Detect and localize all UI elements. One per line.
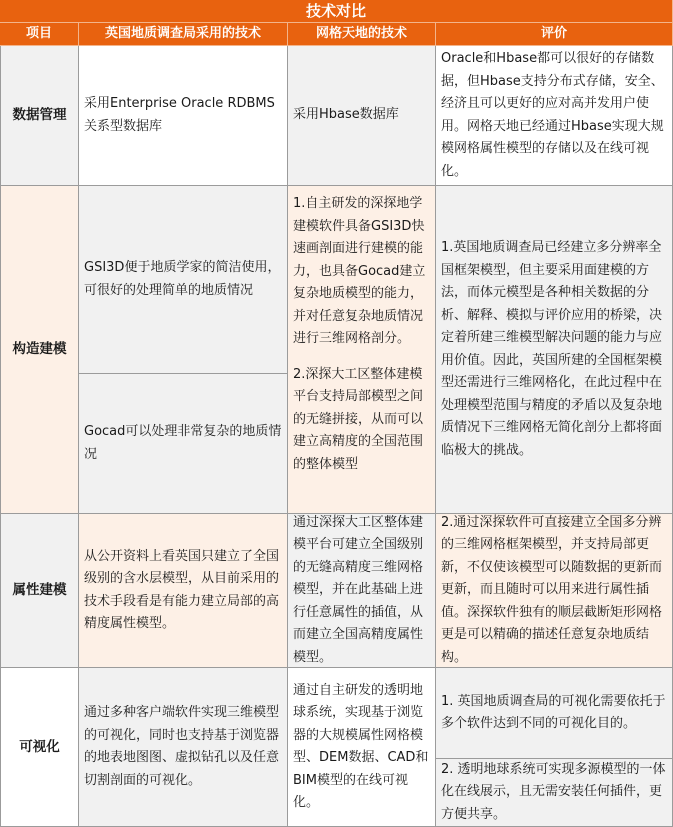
cell-attr-eval-text: 2.通过深探软件可直接建立全国多分辨的三维网格框架模型，并支持局部更新，不仅使该模型可以随数据的更新而更新，而且随时可以用来进行属性插值。深探软件独有的顺层截断矩形网格更是可以精确的描述任意复杂地质结构。 — [441, 514, 663, 665]
header-eval — [436, 23, 673, 46]
row-label-struct — [0, 186, 79, 514]
cell-attr-wgtd-text: 通过深探大工区整体建模平台可建立全国级别的无缝高精度三维网格模型，并在此基础上进行任意属性的插值，从而建立全国高精度属性模型。 — [293, 514, 424, 665]
cell-vis-eval-1-text: 1. 英国地质调查局的可视化需要依托于多个软件达到不同的可视化目的。 — [441, 693, 666, 731]
cell-data-mgmt-eval — [436, 46, 673, 186]
cell-struct-wgtd — [288, 186, 436, 514]
row-label-data-mgmt-text: 数据管理 — [12, 107, 67, 124]
cell-vis-bgs-text: 通过多种客户端软件实现三维模型的可视化，同时也支持基于浏览器的地表地图图、虚拟钻孔以及任意切割剖面的可视化。 — [84, 705, 280, 788]
row-label-attr — [0, 514, 79, 668]
cell-vis-wgtd-text: 通过自主研发的透明地球系统，实现基于浏览器的大规模属性网格模型、DEM数据、CAD和BIM模型的在线可视化。 — [293, 682, 429, 810]
cell-attr-bgs — [79, 514, 288, 668]
row-label-vis — [0, 668, 79, 827]
header-eval-text: 评价 — [540, 25, 567, 41]
cell-vis-eval-2 — [436, 759, 673, 827]
header-item — [0, 23, 79, 46]
cell-data-mgmt-eval-text: Oracle和Hbase都可以很好的存储数据，但Hbase支持分布式存储，安全、经济且可以更好的应对高并发用户使用。网格天地已经通过Hbase实现大规模网格属性模型的存储以及在线可视化。 — [441, 51, 664, 179]
cell-attr-wgtd — [288, 514, 436, 668]
cell-vis-bgs — [79, 668, 288, 827]
row-label-vis-text: 可视化 — [19, 738, 60, 755]
cell-struct-wgtd-body — [293, 193, 430, 476]
row-label-attr-text: 属性建模 — [12, 582, 67, 599]
cell-struct-bgs-1 — [79, 186, 288, 374]
cell-struct-eval — [436, 186, 673, 514]
table-title — [0, 0, 673, 23]
cell-data-mgmt-wgtd-text: 采用Hbase数据库 — [293, 107, 399, 123]
cell-struct-bgs-1-text: GSI3D便于地质学家的简洁使用，可很好的处理简单的地质情况 — [84, 260, 281, 298]
header-bgs — [79, 23, 288, 46]
cell-data-mgmt-bgs — [79, 46, 288, 186]
cell-struct-eval-text: 1.英国地质调查局已经建立多分辨率全国框架模型，但主要采用面建模的方法，而体元模型是各种相关数据的分析、解释、模拟与评价应用的桥梁，决定着所建三维模型解决问题的能力与应用价值。因此，英国所建的全国框架模型还需进行三维网格化，在此过程中在处理模型范围与精度的矛盾以及复杂地质情况下三维网格无简化剖分上都将面临极大的挑战。 — [441, 240, 663, 458]
cell-vis-eval-2-text: 2. 透明地球系统可实现多源模型的一体化在线展示，且无需安装任何插件，更方便共享。 — [441, 761, 666, 822]
cell-vis-eval-1 — [436, 668, 673, 759]
cell-data-mgmt-wgtd — [288, 46, 436, 186]
cell-struct-bgs-2-text: Gocad可以处理非常复杂的地质情况 — [84, 424, 282, 462]
header-bgs-text: 英国地质调查局采用的技术 — [104, 25, 261, 41]
cell-struct-bgs-2 — [79, 374, 288, 514]
cell-struct-wgtd-2-text: 2.深探大工区整体建模平台支持局部模型之间的无缝拼接，从而可以建立高精度的全国范围的整体模型 — [293, 366, 424, 472]
header-wgtd — [288, 23, 436, 46]
cell-attr-eval — [436, 514, 673, 668]
table-title-text: 技术对比 — [305, 1, 366, 20]
row-label-data-mgmt — [0, 46, 79, 186]
header-item-text: 项目 — [25, 25, 52, 41]
cell-vis-wgtd — [288, 668, 436, 827]
header-wgtd-text: 网格天地的技术 — [315, 25, 407, 41]
row-label-struct-text: 构造建模 — [12, 341, 67, 358]
cell-struct-wgtd-1-text: 1.自主研发的深探地学建模软件具备GSI3D快速画剖面进行建模的能力，也具备Gocad建立复杂地质模型的能力，并对任意复杂地质情况进行三维网格剖分。 — [293, 196, 426, 346]
cell-data-mgmt-bgs-text: 采用Enterprise Oracle RDBMS关系型数据库 — [84, 96, 275, 134]
cell-attr-bgs-text: 从公开资料上看英国只建立了全国级别的含水层模型，从目前采用的技术手段看是有能力建立局部的高精度属性模型。 — [84, 548, 280, 631]
